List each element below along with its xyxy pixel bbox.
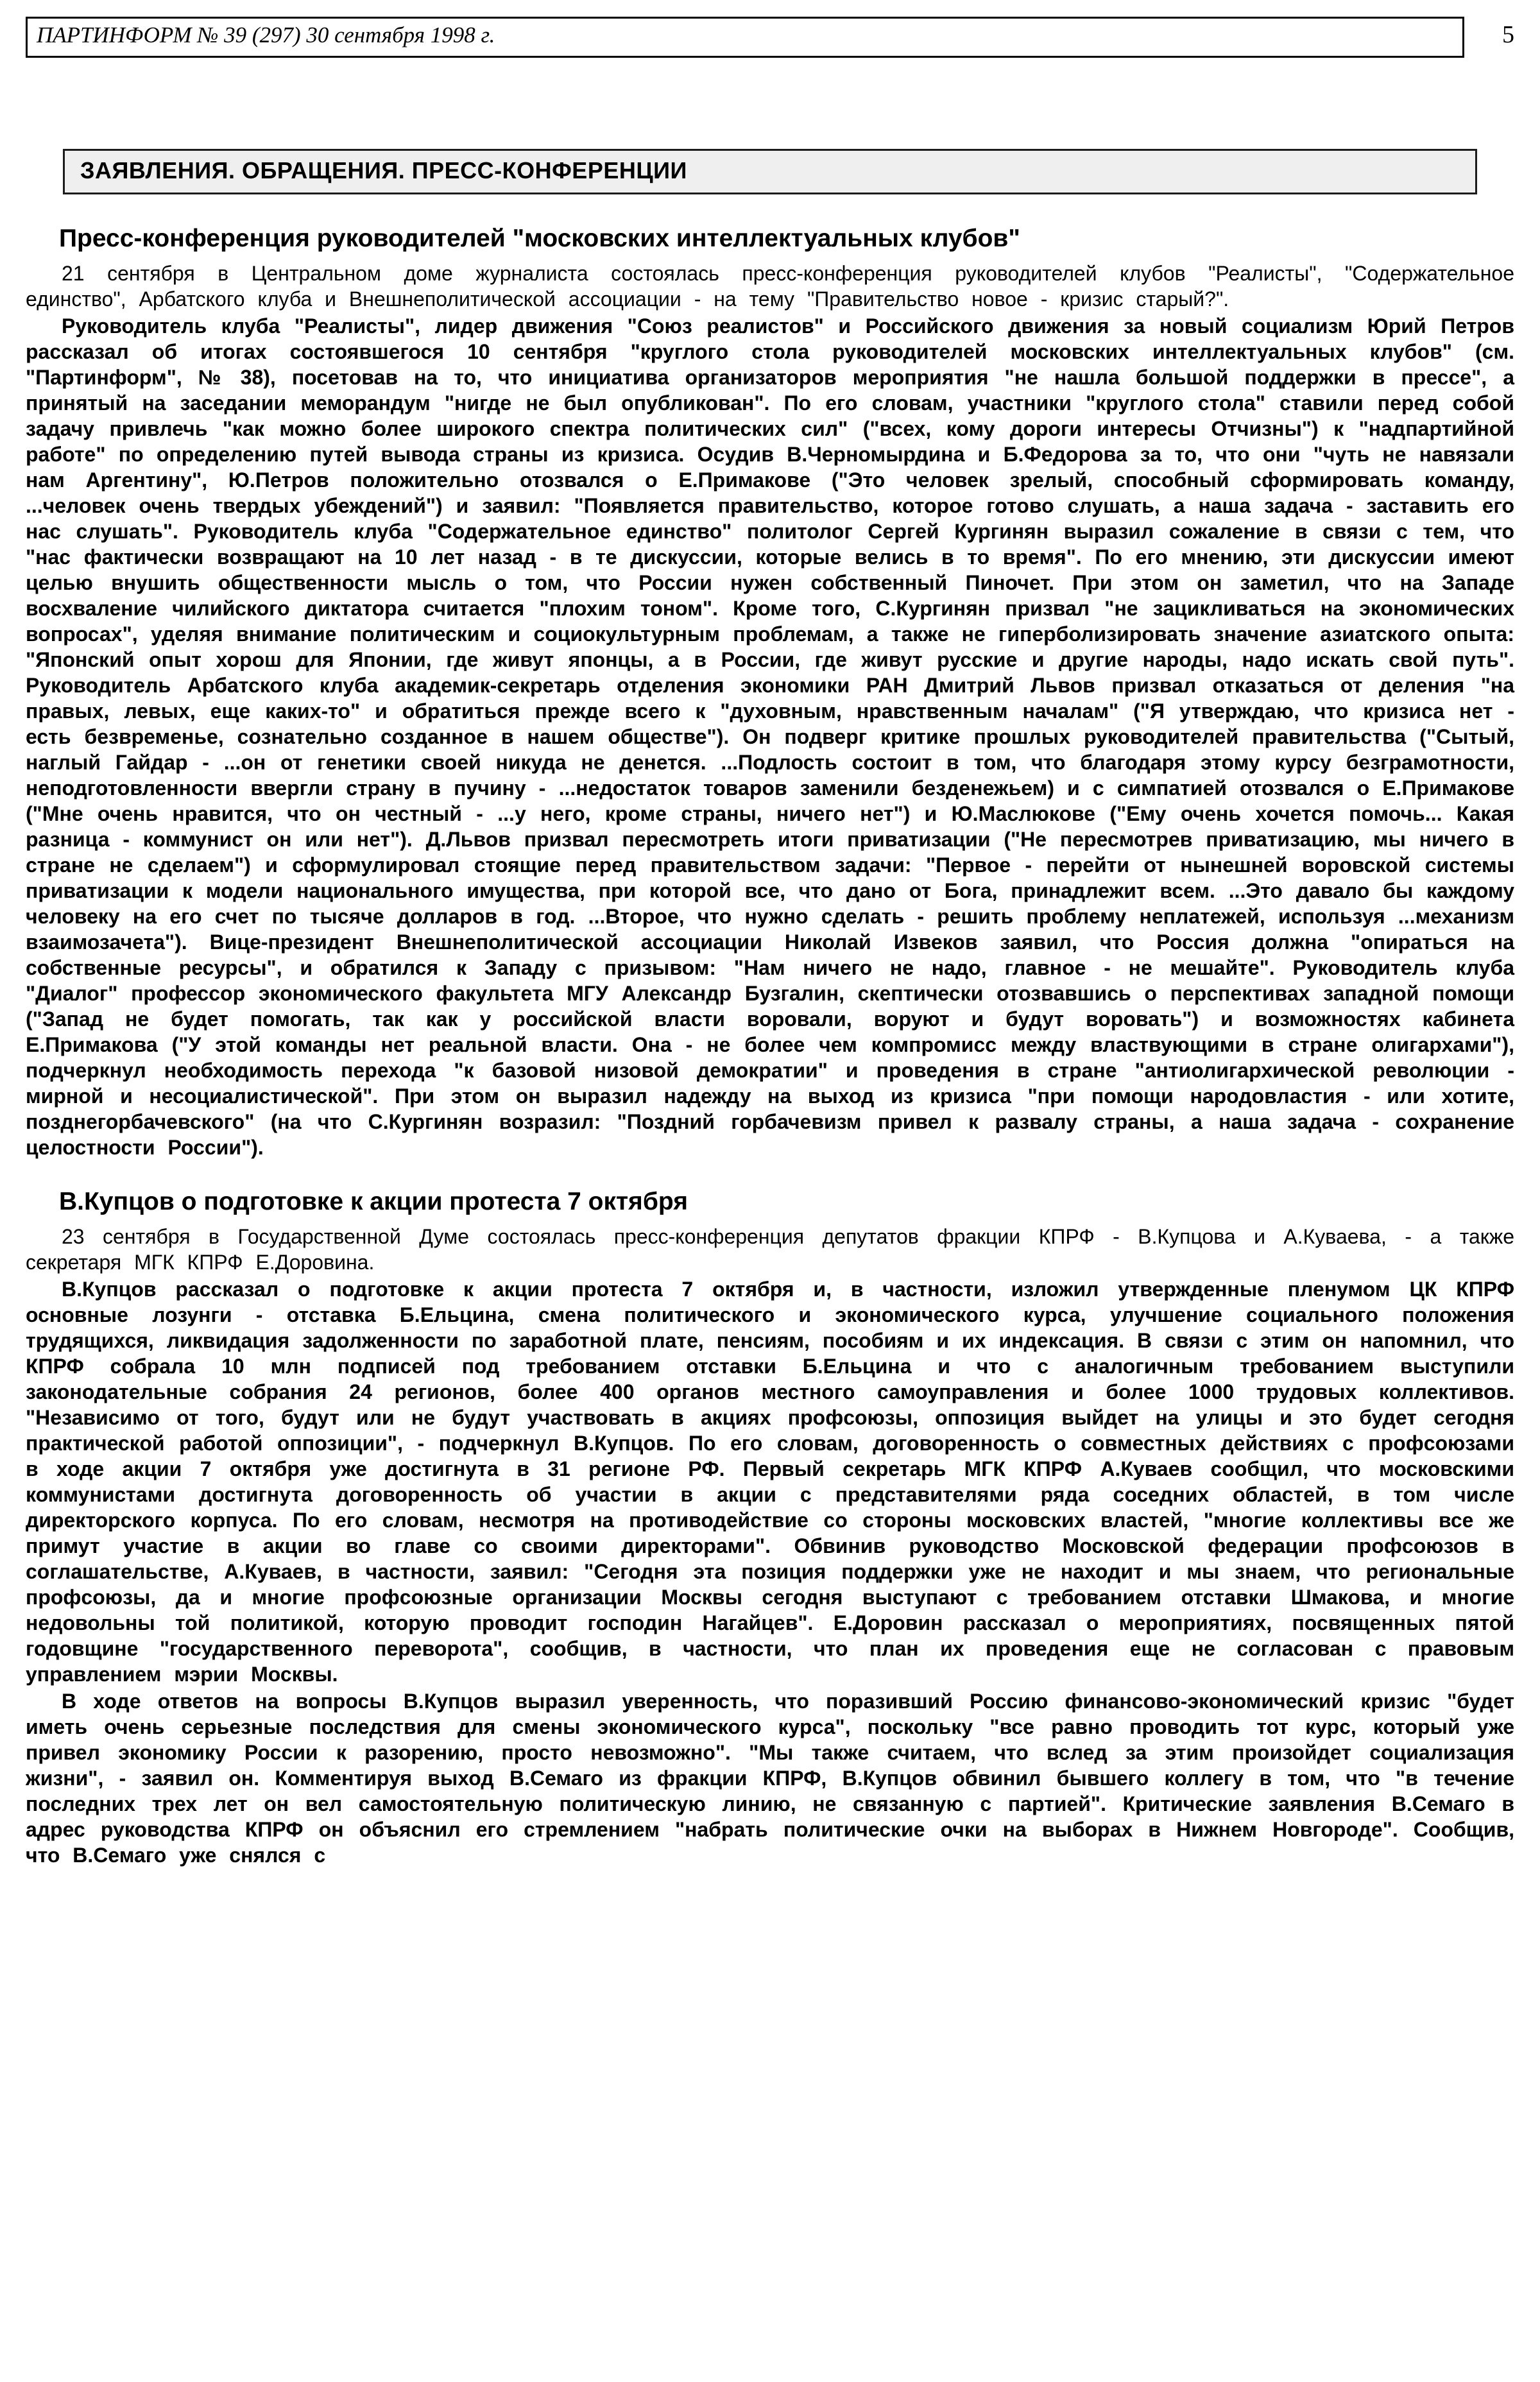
article-paragraph: 21 сентября в Центральном доме журналиста состоялась пресс-конференция руководителей клубов "Реалисты", "Содержательное единство", Арбатского клуба и Внешнеполитической ассоциации - на тему "Правительство новое - кризис старый?". [26,262,1514,311]
running-header [26,17,1514,58]
article-press-conference-clubs [26,224,1514,1160]
section-header-box [63,149,1477,194]
journal-issue-title: ПАРТИНФОРМ № 39 (297) 30 сентября 1998 г. [26,17,1464,58]
page-number: 5 [1502,21,1514,48]
article-title: Пресс-конференция руководителей "московских интеллектуальных клубов" [59,225,1020,253]
article-kuptsov-protest-action [26,1187,1514,1868]
article-paragraph: 23 сентября в Государственной Думе состоялась пресс-конференция депутатов фракции КПРФ - В.Купцова и А.Куваева, - а также секретаря МГК КПРФ Е.Доровина. [26,1224,1514,1274]
article-title: В.Купцов о подготовке к акции протеста 7 октября [59,1188,688,1216]
section-header-title: ЗАЯВЛЕНИЯ. ОБРАЩЕНИЯ. ПРЕСС-КОНФЕРЕНЦИИ [80,157,687,184]
article-paragraph: Руководитель клуба "Реалисты", лидер движения "Союз реалистов" и Российского движения за новый социализм Юрий Петров рассказал об итогах состоявшегося 10 сентября "круглого стола руководителей московских интеллектуальных клубов" (см. "Партинформ", № 38), посетовав на то, что инициатива организаторов мероприятия "не нашла большой поддержки в прессе", а принятый на заседании меморандум "нигде не был опубликован". По его словам, участники "круглого стола" ставили перед собой задачу привлечь "как можно более широкого спектра политических сил" ("всех, кому дороги интересы Отчизны") к "надпартийной работе" по определению путей вывода страны из кризиса. Осудив В.Черномырдина и Б.Федорова за то, что они "чуть не навязали нам Аргентину", Ю.Петров положительно отозвался о Е.Примакове ("Это человек зрелый, способный сформировать команду, ...человек очень твердых убеждений") и заявил: "Появляется правительство, которое готово слушать, а наша задача - заставить его нас слушать". Руководитель клуба "Содержательное единство" политолог Сергей Кургинян выразил сожаление в связи с тем, что "нас фактически возвращают на 10 лет назад - в те дискуссии, которые велись в то время". По его мнению, эти дискуссии имеют целью внушить общественности мысль о том, что России нужен собственный Пиночет. При этом он заметил, что на Западе восхваление чилийского диктатора считается "плохим тоном". Кроме того, С.Кургинян призвал "не зацикливаться на экономических вопросах", уделяя внимание политическим и социокультурным проблемам, а также не гиперболизировать значение азиатского опыта: "Японский опыт хорош для Японии, где живут японцы, а в России, где живут русские и другие народы, надо искать свой путь". Руководитель Арбатского клуба академик-секретарь отделения экономики РАН Дмитрий Львов призвал отказаться от деления "на правых, левых, еще каких-то" и обратиться прежде всего к "духовным, нравственным началам" ("Я утверждаю, что кризиса нет - есть безвременье, сознательно созданное в нашем обществе"). Он подверг критике прошлых руководителей правительства ("Сытый, наглый Гайдар - ...он от генетики своей никуда не денется. ...Подлость состоит в том, что благодаря этому курсу безграмотности, неподготовленности ввергли страну в пучину - ...недостаток товаров заменили безденежьем) и с симпатией отозвался о Е.Примакове ("Мне очень нравится, что он честный - ...у него, кроме страны, ничего нет") и Ю.Маслюкове ("Ему очень хочется помочь... Какая разница - коммунист он или нет"). Д.Львов призвал пересмотреть итоги приватизации ("Не пересмотрев приватизацию, мы ничего в стране не сделаем") и сформулировал стоящие перед правительством задачи: "Первое - перейти от нынешней воровской системы приватизации к модели национального имущества, при которой все, что дано от Бога, принадлежит всем. ...Это давало бы каждому человеку на его счет по тысяче долларов в год. ...Второе, что нужно сделать - решить проблему неплатежей, используя ...механизм взаимозачета"). Вице-президент Внешнеполитической ассоциации Николай Извеков заявил, что Россия должна "опираться на собственные ресурсы", и обратился к Западу с призывом: "Нам ничего не надо, главное - не мешайте". Руководитель клуба "Диалог" профессор экономического факультета МГУ Александр Бузгалин, скептически отозвавшись о перспективах западной помощи ("Запад не будет помогать, так как у российской власти воровали, воруют и будут воровать") и возможностях кабинета Е.Примакова ("У этой команды нет реальной власти. Она - не более чем компромисс между властвующими в стране олигархами"), подчеркнул необходимость перехода "к базовой низовой демократии" и проведения в стране "антиолигархической революции - мирной и несоциалистической". При этом он выразил надежду на выход из кризиса "при помощи народовластия - или хотите, позднегорбачевского" (на что С.Кургинян возразил: "Поздний горбачевизм привел к развалу страны, а наша задача - сохранение целостности России"). [26,314,1514,1160]
article-paragraph: В ходе ответов на вопросы В.Купцов выразил уверенность, что поразивший Россию финансово-экономический кризис "будет иметь очень серьезные последствия для смены экономического курса", поскольку "все равно проводить тот курс, который уже привел экономику России к разорению, просто невозможно". "Мы также считаем, что вслед за этим произойдет социализация жизни", - заявил он. Комментируя выход В.Семаго из фракции КПРФ, В.Купцов обвинил бывшего коллегу в том, что "в течение последних трех лет он вел самостоятельную политическую линию, не связанную с партией". Критические заявления В.Семаго в адрес руководства КПРФ он объяснил его стремлением "набрать политические очки на выборах в Нижнем Новгороде". Сообщив, что В.Семаго уже снялся с [26,1689,1514,1867]
article-paragraph: В.Купцов рассказал о подготовке к акции протеста 7 октября и, в частности, изложил утвержденные пленумом ЦК КПРФ основные лозунги - отставка Б.Ельцина, смена политического и экономического курса, улучшение социального положения трудящихся, ликвидация задолженности по заработной плате, пенсиям, пособиям и их индексация. В связи с этим он напомнил, что КПРФ собрала 10 млн подписей под требованием отставки Б.Ельцина и что с аналогичным требованием выступили законодательные собрания 24 регионов, более 400 органов местного самоуправления и более 1000 трудовых коллективов. "Независимо от того, будут или не будут участвовать в акциях профсоюзы, оппозиция выйдет на улицы и это будет сегодня практической работой оппозиции", - подчеркнул В.Купцов. По его словам, договоренность о совместных действиях с профсоюзами в ходе акции 7 октября уже достигнута в 31 регионе РФ. Первый секретарь МГК КПРФ А.Куваев сообщил, что московскими коммунистами достигнута договоренность об участии в акции с представителями ряда соседних областей, в том числе директорского корпуса. По его словам, несмотря на противодействие со стороны московских властей, "многие коллективы все же примут участие в акции во главе со своими директорами". Обвинив руководство Московской федерации профсоюзов в соглашательстве, А.Куваев, в частности, заявил: "Сегодня эта позиция поддержки уже не находит и мы знаем, что региональные профсоюзы, да и многие профсоюзные организации Москвы сегодня выступают с требованием отставки Шмакова, и многие недовольны той политикой, которую проводит господин Нагайцев". Е.Доровин рассказал о мероприятиях, посвященных пятой годовщине "государственного переворота", сообщив, в частности, что план их проведения еще не согласован с правовым управлением мэрии Москвы. [26,1277,1514,1686]
